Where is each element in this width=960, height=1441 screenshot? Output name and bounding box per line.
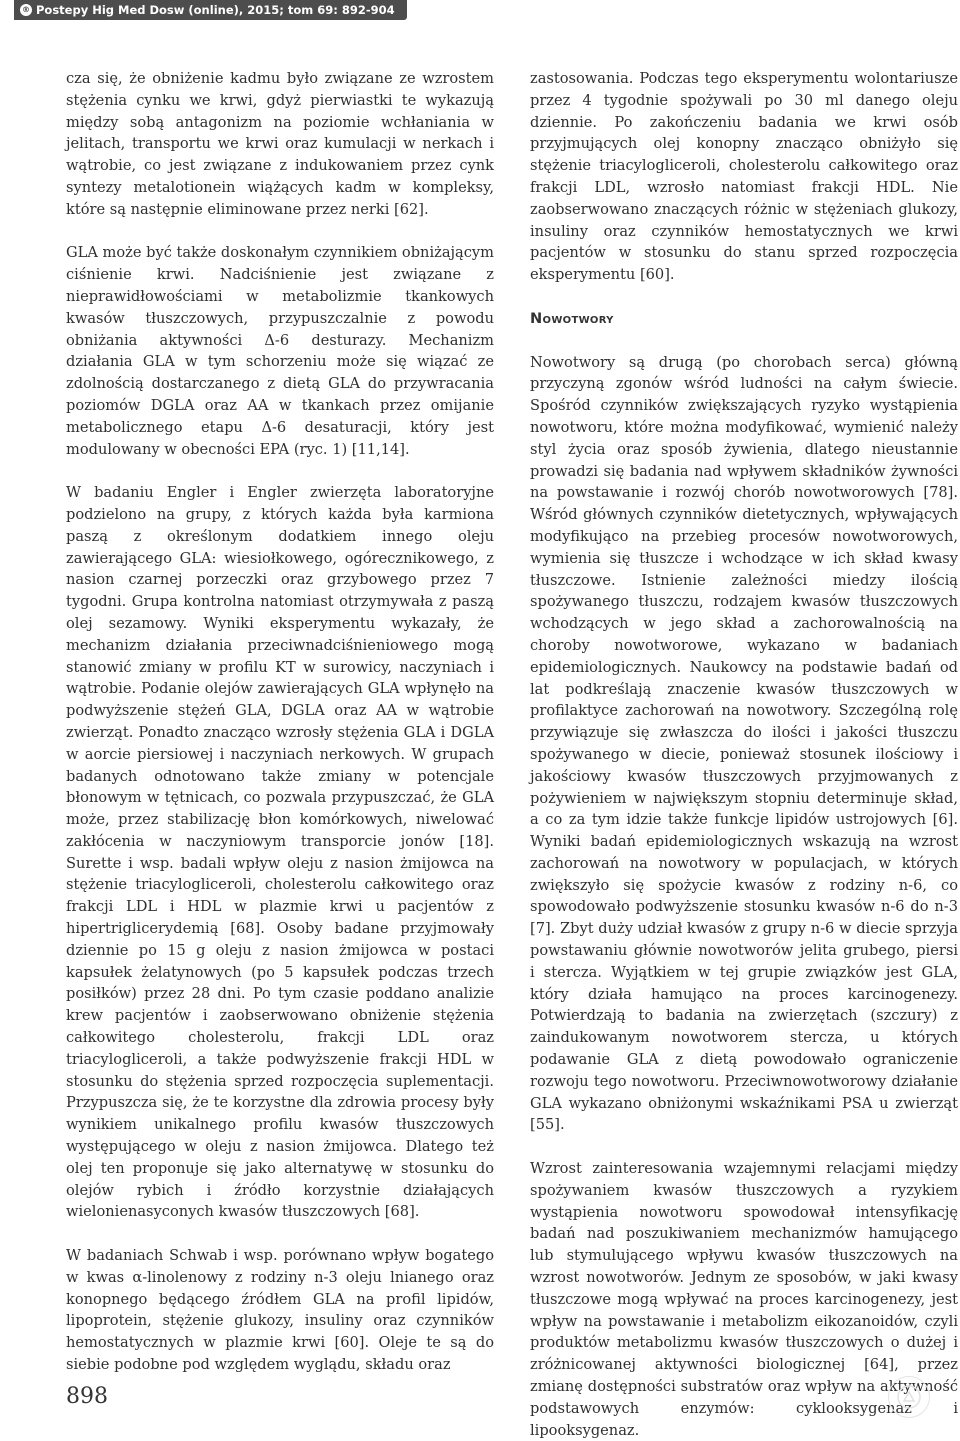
left-column xyxy=(66,68,494,1376)
paragraph: Nowotwory są drugą (po chorobach serca) główną przyczyną zgonów wśród ludności na całym świecie. Spośród czynników zwiększających ryzyko wystąpienia nowotworu, które można modyfikować, wymienić należy styl życia oraz sposób żywienia, dlatego nieustannie prowadzi się badania nad wpływem składników żywności na powstawanie i rozwój chorób nowotworowych [78]. Wśród głównych czynników dietetycznych, wpływających modyfikująco na przebieg procesów nowotworowych, wymienia się tłuszcze i wchodzące w ich skład kwasy tłuszczowe. Istnienie zależności miedzy ilością spożywanego tłuszczu, rodzajem kwasów tłuszczowych wchodzących w jego skład a zachorowalnością na choroby nowotworowe, wykazano w badaniach epidemiologicznych. Naukowcy na podstawie badań od lat podkreślają znaczenie kwasów tłuszczowych w profilaktyce zachorowań na nowotwory. Szczególną rolę przywiązuje się zwłaszcza do ilości i jakości tłuszczu spożywanego w diecie, ponieważ stosunek ilościowy i jakościowy kwasów tłuszczowych przyjmowanych z pożywieniem w największym stopniu determinuje skład, a co za tym idzie także funkcje lipidów ustrojowych [6]. Wyniki badań epidemiologicznych wskazują na wzrost zachorowań na nowotwory w populacjach, w których zwiększyło się spożycie kwasów z rodziny n-6, co spowodowało podwyższenie stosunku kwasów n-6 do n-3 [7]. Zbyt duży udział kwasów z grupy n-6 w diecie sprzyja powstawaniu głównie nowotworów jelita grubego, piersi i stercza. Wyjątkiem w tej grupie związków jest GLA, który działa hamująco na proces karcinogenezy. Potwierdzają to badania na zwierzętach (szczury) z zaindukowanym nowotworem stercza, u których podawanie GLA z dietą powodowało ograniczenie rozwoju tego nowotworu. Przeciwnowotworowy działanie GLA wykazano obniżonymi wskaźnikami PSA u zwierząt [55]. xyxy=(530,353,958,1134)
paragraph: cza się, że obniżenie kadmu było związane ze wzrostem stężenia cynku we krwi, gdyż pierwiastki te wykazują między sobą antagonizm na poziomie wchłaniania w jelitach, transportu we krwi oraz kumulacji w nerkach i wątrobie, co jest związane z indukowaniem przez cynk syntezy metalotionein wiążących kadm w kompleksy, które są następnie eliminowane przez nerki [62]. xyxy=(66,70,494,218)
open-access-icon: ® xyxy=(22,5,30,14)
paragraph: zastosowania. Podczas tego eksperymentu wolontariusze przez 4 tygodnie spożywali po 30 ml danego oleju dziennie. Po zakończeniu badania we krwi osób przyjmujących olej konopny znacząco obniżyło się stężenie triacylogliceroli, cholesterolu całkowitego oraz frakcji LDL, wzrosło natomiast frakcji HDL. Nie zaobserwowano znaczących różnic w stężeniach glukozy, insuliny oraz czynników hemostatycznych we krwi pacjentów w stosunku do stanu sprzed rozpoczęcia eksperymentu [60]. xyxy=(530,70,958,284)
running-header xyxy=(14,0,407,20)
paragraph: W badaniach Schwab i wsp. porównano wpływ bogatego w kwas α-linolenowy z rodziny n-3 oleju lnianego oraz konopnego będącego źródłem GLA na profil lipidów, lipoprotein, stężenie glukozy, insuliny oraz czynników hemostatycznych w plazmie krwi [60]. Oleje te są do siebie podobne pod względem wyglądu, składu oraz xyxy=(66,1247,494,1374)
section-heading: Nowotwory xyxy=(530,309,614,327)
paragraph: GLA może być także doskonałym czynnikiem obniżającym ciśnienie krwi. Nadciśnienie jest związane z nieprawidłowościami w metabolizmie tkankowych kwasów tłuszczowych, przypuszczalnie z powodu obniżania aktywności Δ-6 desturazy. Mechanizm działania GLA w tym schorzeniu może się wiązać ze zdolnością dostarczanego z dietą GLA do przywracania poziomów DGLA oraz AA w tkankach przez omijanie metabolicznego etapu Δ-6 desaturacji, który jest modulowany w obecności EPA (ryc. 1) [11,14]. xyxy=(66,244,494,458)
page-number: 898 xyxy=(66,1384,108,1409)
paragraph: Wzrost zainteresowania wzajemnymi relacjami między spożywaniem kwasów tłuszczowych a ryzykiem wystąpienia nowotworu spowodował intensyfikację badań nad poszukiwaniem mechanizmów hamującego lub stymulującego wpływu kwasów tłuszczowych na wzrost nowotworów. Jednym ze sposobów, w jaki kwasy tłuszczowe mogą wpływać na proces karcinogenezy, jest wpływ na powstawanie i metabolizm eikozanoidów, czyli produktów metabolizmu kwasów tłuszczowych o dużej i zróżnicowanej aktywności biologicznej [64], przez zmianę dostępności substratów oraz wpływ na aktywność podstawowych enzymów: cyklooksygenaz i lipooksygenaz. xyxy=(530,1160,958,1439)
journal-logo-watermark-icon xyxy=(888,1376,930,1418)
right-column xyxy=(530,68,958,1441)
journal-citation: Postepy Hig Med Dosw (online), 2015; tom 69: 892-904 xyxy=(36,3,395,17)
paragraph: W badaniu Engler i Engler zwierzęta laboratoryjne podzielono na grupy, z których każda była karmiona paszą z określonym dodatkiem innego oleju zawierającego GLA: wiesiołkowego, ogórecznikowego, z nasion czarnej porzeczki oraz grzybowego przez 7 tygodni. Grupa kontrolna natomiast otrzymywała z paszą olej sezamowy. Wyniki eksperymentu wykazały, że mechanizm działania przeciwnadciśnieniowego mogą stanowić zmiany w profilu KT w surowicy, naczyniach i wątrobie. Podanie olejów zawierających GLA wpłynęło na podwyższenie stężeń GLA, DGLA oraz AA w wątrobie zwierząt. Ponadto znacząco wzrosły stężenia GLA i DGLA w aorcie piersiowej i naczyniach nerkowych. W grupach badanych odnotowano także zmiany w potencjale błonowym w tętnicach, co pozwala przypuszczać, że GLA może, przez stabilizację błon komórkowych, niwelować zakłócenia w naczyniowym transporcie jonów [18]. Surette i wsp. badali wpływ oleju z nasion żmijowca na stężenie triacylogliceroli, cholesterolu całkowitego oraz frakcji LDL i HDL w plazmie krwi u pacjentów z hipertriglicerydemią [68]. Osoby badane przyjmowały dziennie po 15 g oleju z nasion żmijowca w postaci kapsułek żelatynowych (po 5 kapsułek podczas trzech posiłków) przez 28 dni. Po tym czasie poddano analizie krew pacjentów i zaobserwowano obniżenie stężenia całkowitego cholesterolu, frakcji LDL oraz triacylogliceroli, a także podwyższenie frakcji HDL w stosunku do stężenia sprzed rozpoczęcia suplementacji. Przypuszcza się, że te korzystne dla zdrowia procesy były wynikiem unikalnego profilu kwasów tłuszczowych występującego w oleju z nasion żmijowca. Dlatego też olej ten proponuje się jako alternatywę w stosunku do olejów rybich i źródło korzystnie działających wielonienasyconych kwasów tłuszczowych [68]. xyxy=(66,484,494,1221)
